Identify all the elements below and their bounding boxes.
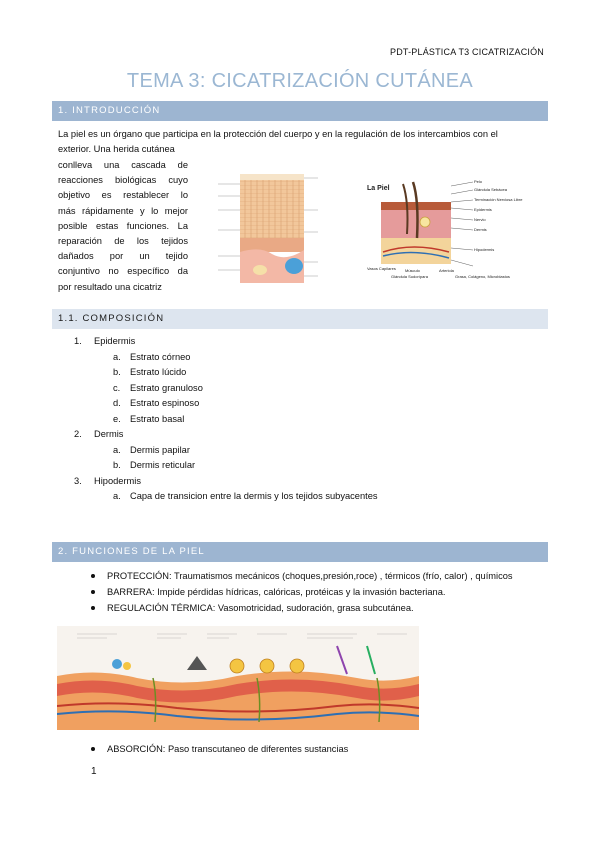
sub-item-label: Dermis reticular <box>130 460 196 470</box>
wrap-line: posible estas funciones. La <box>58 220 188 231</box>
la-piel-title: La Piel <box>367 185 390 192</box>
skin-layers-figure <box>200 170 350 283</box>
list-item-label: Epidermis <box>94 336 136 346</box>
wrap-line: conlleva una cascada de <box>58 160 188 170</box>
fig-label: Músculo <box>405 268 420 273</box>
intro-wrap-text <box>58 158 188 295</box>
sub-letter: c. <box>113 383 121 393</box>
fig-label: Vasos Capilares <box>367 266 396 271</box>
page-number: 1 <box>91 766 97 777</box>
sub-item-label: Estrato granuloso <box>130 383 203 393</box>
bullet-item: ABSORCIÓN: Paso transcutaneo de diferentes sustancias <box>91 744 348 754</box>
bullet-dot <box>91 606 95 610</box>
sub-item-label: Dermis papilar <box>130 445 190 455</box>
list-number: 1. <box>74 336 82 346</box>
fig-label: Hipodermis <box>474 247 495 252</box>
page-title: TEMA 3: CICATRIZACIÓN CUTÁNEA <box>126 70 474 92</box>
wrap-line: más rápidamente y lo mejor <box>58 205 188 216</box>
sub-letter: a. <box>113 352 121 362</box>
wrap-line: objetivo es restablecer lo <box>58 190 188 201</box>
wrap-line: reparación de los tejidos <box>58 236 188 247</box>
fig-label: Epidermis <box>474 207 492 212</box>
wrap-line: reacciones biológicas cuyo <box>58 175 188 186</box>
list-item-label: Dermis <box>94 429 124 439</box>
sub-letter: e. <box>113 414 121 424</box>
fig-label: Nervio <box>474 217 486 222</box>
bullet-dot <box>91 590 95 594</box>
sub-letter: a. <box>113 491 121 501</box>
sub-item-label: Estrato espinoso <box>130 398 200 408</box>
sub-item-label: Estrato basal <box>130 414 185 424</box>
list-number: 2. <box>74 429 82 439</box>
wrap-line: dañados por un tejido <box>58 251 188 262</box>
section-heading-funciones: 2. FUNCIONES DE LA PIEL <box>52 542 548 562</box>
wrap-line: conjuntivo no específico da <box>58 266 188 277</box>
list-item-label: Hipodermis <box>94 476 142 486</box>
list-item <box>74 336 82 346</box>
bullet-item: PROTECCIÓN: Traumatismos mecánicos (choques,presión,roce) , térmicos (frío, calor) , químicos <box>91 571 513 581</box>
skin-functions-figure <box>57 626 419 730</box>
section-heading-composicion: 1.1. COMPOSICIÓN <box>52 309 548 329</box>
wrap-line: por resultado una cicatriz <box>58 281 162 292</box>
fig-label: Pelo <box>474 179 483 184</box>
fig-label: Arteriola <box>439 268 454 273</box>
bullet-dot <box>91 747 95 751</box>
la-piel-figure <box>363 172 533 282</box>
bullet-item: BARRERA: Impide pérdidas hídricas, calóricas, protéicas y la invasión bacteriana. <box>91 587 445 597</box>
sub-letter: b. <box>113 367 121 377</box>
sub-item-label: Capa de transicion entre la dermis y los tejidos subyacentes <box>130 491 378 501</box>
sub-item-label: Estrato lúcido <box>130 367 187 377</box>
running-header: PDT-PLÁSTICA T3 CICATRIZACIÓN <box>390 47 544 57</box>
section-heading-introduccion: 1. INTRODUCCIÓN <box>52 101 548 121</box>
fig-label: Dermis <box>474 227 487 232</box>
sub-item-label: Estrato córneo <box>130 352 191 362</box>
fig-label: Glándula Sebácea <box>474 187 507 192</box>
bullet-dot <box>91 574 95 578</box>
fig-label: Grasa, Colágeno, Microblastos <box>455 274 510 279</box>
bullet-item: REGULACIÓN TÉRMICA: Vasomotricidad, sudoración, grasa subcutánea. <box>91 603 414 613</box>
intro-line-1: La piel es un órgano que participa en la protección del cuerpo y en la regulación de los intercambios con el <box>58 129 498 139</box>
sub-letter: a. <box>113 445 121 455</box>
list-number: 3. <box>74 476 82 486</box>
fig-label: Terminación Nerviosa Libre <box>474 197 523 202</box>
sub-letter: d. <box>113 398 121 408</box>
intro-line-2: exterior. Una herida cutánea <box>58 144 175 154</box>
sub-letter: b. <box>113 460 121 470</box>
fig-label: Glándula Sudorípara <box>391 274 428 279</box>
